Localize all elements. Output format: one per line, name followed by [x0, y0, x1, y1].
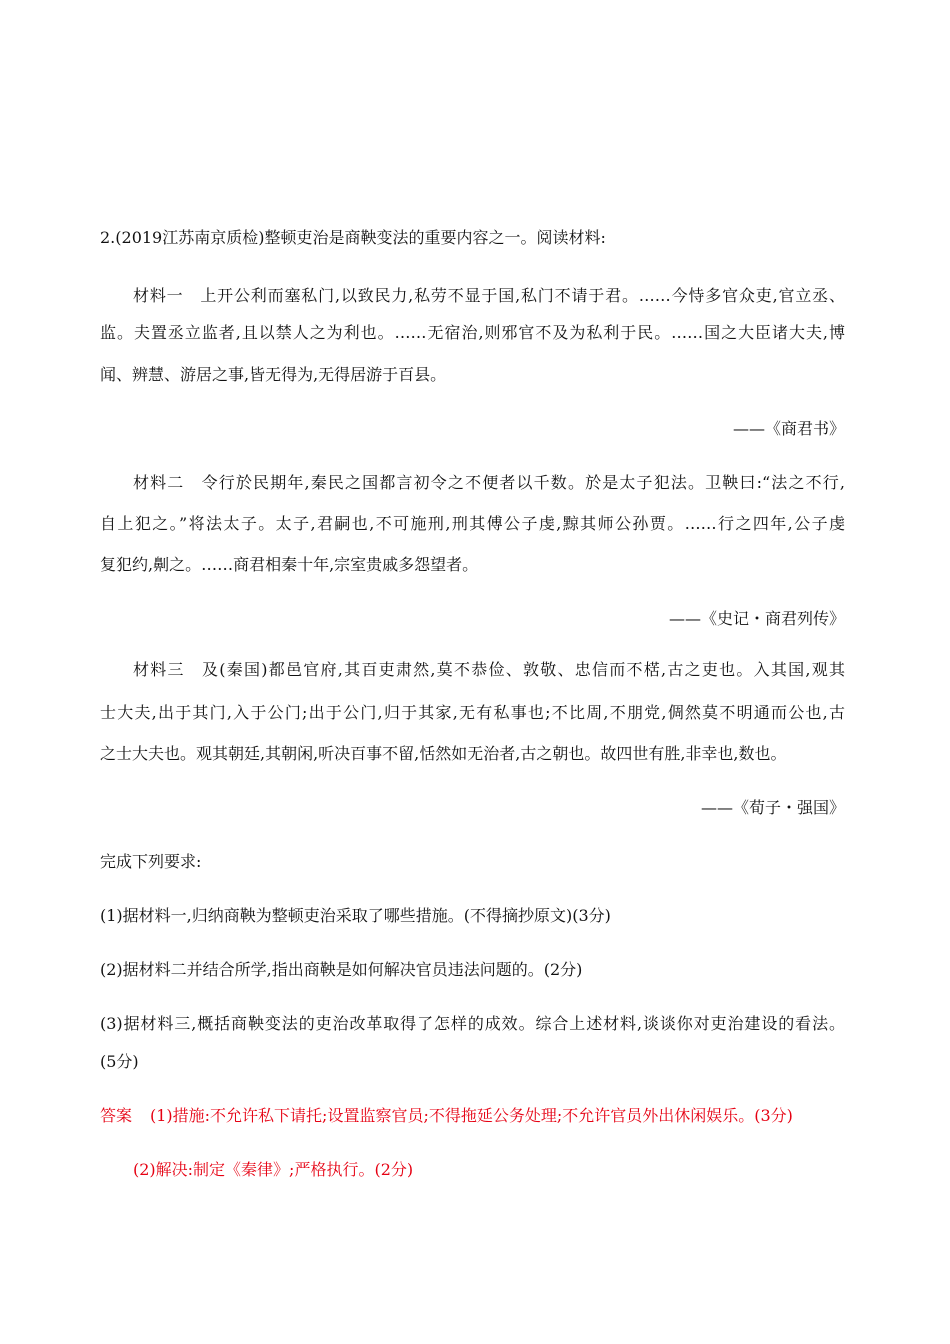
requirement-3-line-1: (3)据材料三,概括商鞅变法的吏治改革取得了怎样的成效。综合上述材料,谈谈你对吏治建设的看法。 [100, 1014, 845, 1033]
material-2-line-1: 材料二 令行於民期年,秦民之国都言初令之不便者以千数。於是太子犯法。卫鞅曰:“法之不行, [133, 473, 845, 492]
answer-label: 答案 [100, 1106, 133, 1125]
requirement-3-line-2: (5分) [100, 1052, 139, 1071]
requirements-intro: 完成下列要求: [100, 852, 202, 871]
material-2-line-3: 复犯约,劓之。……商君相秦十年,宗室贵戚多怨望者。 [100, 555, 479, 574]
material-2-line-2: 自上犯之。”将法太子。太子,君嗣也,不可施刑,刑其傅公子虔,黥其师公孙贾。……行之四年,公子虔 [100, 514, 845, 533]
requirement-2: (2)据材料二并结合所学,指出商鞅是如何解决官员违法问题的。(2分) [100, 960, 583, 979]
answer-2: (2)解决:制定《秦律》;严格执行。(2分) [133, 1160, 414, 1179]
material-3-line-3: 之士大夫也。观其朝廷,其朝闲,听决百事不留,恬然如无治者,古之朝也。故四世有胜,非幸也,数也。 [100, 744, 787, 763]
material-2-source: ——《史记・商君列传》 [668, 609, 845, 628]
material-3-line-2: 士大夫,出于其门,入于公门;出于公门,归于其家,无有私事也;不比周,不朋党,倜然莫不明通而公也,古 [100, 703, 845, 722]
answer-1: (1)措施:不允许私下请托;设置监察官员;不得拖延公务处理;不允许官员外出休闲娱乐。(3分) [150, 1106, 793, 1125]
requirement-1: (1)据材料一,归纳商鞅为整顿吏治采取了哪些措施。(不得摘抄原文)(3分) [100, 906, 611, 925]
material-1-line-1: 材料一 上开公利而塞私门,以致民力,私劳不显于国,私门不请于君。……今恃多官众吏,官立丞、 [133, 286, 845, 305]
material-1-line-2: 监。夫置丞立监者,且以禁人之为利也。……无宿治,则邪官不及为私利于民。……国之大臣诸大夫,博 [100, 323, 845, 342]
question-stem: 2.(2019江苏南京质检)整顿吏治是商鞅变法的重要内容之一。阅读材料: [100, 228, 606, 247]
material-3-line-1: 材料三 及(秦国)都邑官府,其百吏肃然,莫不恭俭、敦敬、忠信而不楛,古之吏也。入其国,观其 [133, 660, 845, 679]
material-1-source: ——《商君书》 [732, 419, 845, 438]
material-3-source: ——《荀子・强国》 [700, 798, 845, 817]
material-1-line-3: 闻、辨慧、游居之事,皆无得为,无得居游于百县。 [100, 365, 447, 384]
